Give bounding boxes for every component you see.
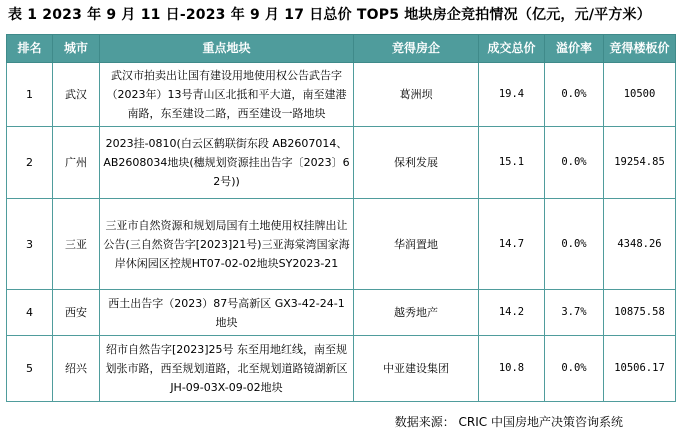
plot-cell: 三亚市自然资源和规划局国有土地使用权挂牌出让公告(三自然资告字[2023]21号)三亚海棠湾国家海岸休闲园区控规HT07-02-02地块SY2023-21 [100, 199, 354, 290]
rank-cell: 3 [7, 199, 53, 290]
table-row [7, 199, 676, 290]
table-row [7, 336, 676, 402]
page-title: 表 1 2023 年 9 月 11 日-2023 年 9 月 17 日总价 TOP5 地块房企竞拍情况（亿元，元/平方米） [8, 7, 651, 23]
city-cell: 绍兴 [53, 336, 100, 402]
city-cell: 西安 [53, 290, 100, 336]
rank-cell: 2 [7, 127, 53, 199]
total-cell: 14.2 [479, 290, 545, 336]
premium-cell: 0.0% [545, 63, 604, 127]
header-price: 竞得楼板价 [604, 35, 676, 63]
table-container [6, 34, 675, 402]
table-row [7, 63, 676, 127]
header-company: 竞得房企 [354, 35, 479, 63]
company-cell: 华润置地 [354, 199, 479, 290]
price-cell: 10506.17 [604, 336, 676, 402]
plot-cell: 2023挂-0810(白云区鹤联街东段 AB2607014、AB2608034地块(穗规划资源挂出告字〔2023〕62号)) [100, 127, 354, 199]
header-rank: 排名 [7, 35, 53, 63]
total-cell: 10.8 [479, 336, 545, 402]
header-plot: 重点地块 [100, 35, 354, 63]
plot-cell: 绍市自然告字[2023]25号 东至用地红线，南至规划张市路，西至规划道路，北至规划道路镜湖新区 JH-09-03X-09-02地块 [100, 336, 354, 402]
table-header-row [7, 35, 676, 63]
header-total: 成交总价 [479, 35, 545, 63]
city-cell: 三亚 [53, 199, 100, 290]
total-cell: 14.7 [479, 199, 545, 290]
rank-cell: 1 [7, 63, 53, 127]
data-source-note: 数据来源： CRIC 中国房地产决策咨询系统 [394, 415, 623, 429]
total-cell: 15.1 [479, 127, 545, 199]
price-cell: 4348.26 [604, 199, 676, 290]
auction-table [6, 34, 676, 402]
price-cell: 10875.58 [604, 290, 676, 336]
price-cell: 19254.85 [604, 127, 676, 199]
city-cell: 广州 [53, 127, 100, 199]
table-row [7, 290, 676, 336]
company-cell: 保利发展 [354, 127, 479, 199]
price-cell: 10500 [604, 63, 676, 127]
company-cell: 中亚建设集团 [354, 336, 479, 402]
rank-cell: 4 [7, 290, 53, 336]
plot-cell: 武汉市拍卖出让国有建设用地使用权公告武告字（2023年）13号青山区北抵和平大道，南至建港南路，东至建设二路，西至建设一路地块 [100, 63, 354, 127]
premium-cell: 3.7% [545, 290, 604, 336]
premium-cell: 0.0% [545, 199, 604, 290]
company-cell: 葛洲坝 [354, 63, 479, 127]
plot-cell: 西土出告字（2023）87号高新区 GX3-42-24-1 地块 [100, 290, 354, 336]
premium-cell: 0.0% [545, 336, 604, 402]
city-cell: 武汉 [53, 63, 100, 127]
table-row [7, 127, 676, 199]
company-cell: 越秀地产 [354, 290, 479, 336]
premium-cell: 0.0% [545, 127, 604, 199]
header-city: 城市 [53, 35, 100, 63]
rank-cell: 5 [7, 336, 53, 402]
total-cell: 19.4 [479, 63, 545, 127]
header-premium: 溢价率 [545, 35, 604, 63]
